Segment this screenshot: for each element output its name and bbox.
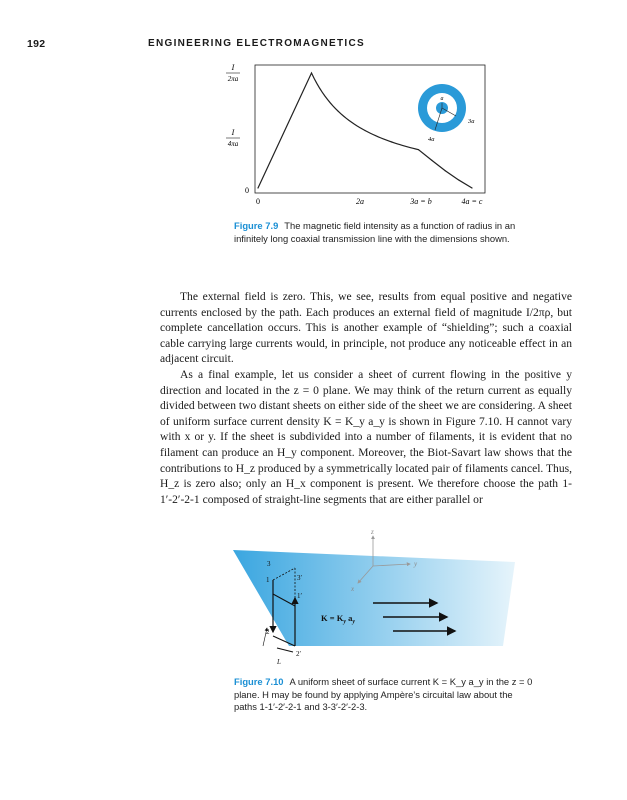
xtick-0: 0 <box>256 197 260 206</box>
paragraph-2: As a final example, let us consider a sheet of current flowing in the positive y direction and located in the z = 0 plane. We may think of the return current as equally divided between two distant sheets on either side of the sheet we are considering. A sheet of uniform surface current density K = K_y a_y is shown in Figure 7.10. H cannot vary with x or y. If the sheet is subdivided into a number of filaments, it is evident that no filament can produce an H_y component. Moreover, the Biot-Savart law shows that the contributions to H_z produced by a symmetrically located pair of filaments cancel. Thus, H_z is zero also; only an H_x component is present. We therefore choose the path 1-1′-2′-2-1 composed of straight-line segments that are either parallel or <box>160 368 572 506</box>
axis-z: z <box>371 528 374 536</box>
caption-label: Figure 7.10 <box>234 676 284 687</box>
data-point <box>338 111 339 112</box>
running-title: ENGINEERING ELECTROMAGNETICS <box>148 38 365 49</box>
data-point <box>391 141 392 142</box>
label-2: 2 <box>266 628 270 636</box>
data-point <box>311 72 312 73</box>
caption-text: The magnetic field intensity as a function of radius in an infinitely long coaxial transmission line with the dimensions shown. <box>234 220 516 244</box>
label-1: 1 <box>266 576 270 584</box>
axis-y: y <box>414 560 418 568</box>
axis-x: x <box>351 585 355 593</box>
data-point <box>257 187 258 188</box>
page-number: 192 <box>27 38 46 50</box>
xtick-4a: 4a = c <box>461 197 483 206</box>
figure-7-9-caption <box>234 220 534 245</box>
data-point <box>445 170 446 171</box>
data-point <box>364 130 365 131</box>
coax-inset <box>418 84 475 143</box>
ytick-top-den: 2πa <box>227 75 239 83</box>
figure-7-9-chart <box>225 60 495 210</box>
paragraph-1: The external field is zero. This, we see, results from equal positive and negative currents enclosed by the path. Each produces an external field of magnitude I/2πρ, but complete cancellation occurs. This is another example of “shielding”; such a coaxial cable carrying large currents would, in principle, not produce any noticeable effect in an adjacent circuit. <box>160 291 572 366</box>
label-3: 3 <box>267 560 271 568</box>
figure-7-10-caption <box>234 676 534 714</box>
caption-text: A uniform sheet of surface current K = K_y a_y in the z = 0 plane. H may be found by applying Ampère’s circuital law about the paths 1-1′-2′-2-1 and 3-3′-2′-2-3. <box>234 676 533 712</box>
current-sheet <box>233 550 515 646</box>
data-point <box>471 187 472 188</box>
body-text <box>160 290 572 508</box>
ytick-mid-den: 4πa <box>227 140 239 148</box>
k-label: $K = K_y$ $a_y$ <box>321 613 356 625</box>
xtick-3a: 3a = b <box>410 197 432 206</box>
inset-label-3a: 3a <box>468 118 475 125</box>
inset-label-a: a <box>440 96 444 102</box>
label-2p: 2′ <box>296 650 302 658</box>
data-point <box>431 160 432 161</box>
ytick-mid-num: I <box>231 128 235 137</box>
data-point <box>458 179 459 180</box>
data-point <box>418 149 419 150</box>
label-L: L <box>277 658 281 666</box>
xtick-2a: 2a <box>356 197 364 206</box>
figure-7-10-diagram <box>225 528 515 668</box>
ytick-zero: 0 <box>245 186 249 195</box>
ytick-top-num: I <box>231 63 235 72</box>
inset-label-4a: 4a <box>428 136 435 143</box>
label-1p: 1′ <box>297 592 303 600</box>
label-3p: 3′ <box>297 574 303 582</box>
caption-label: Figure 7.9 <box>234 220 279 231</box>
